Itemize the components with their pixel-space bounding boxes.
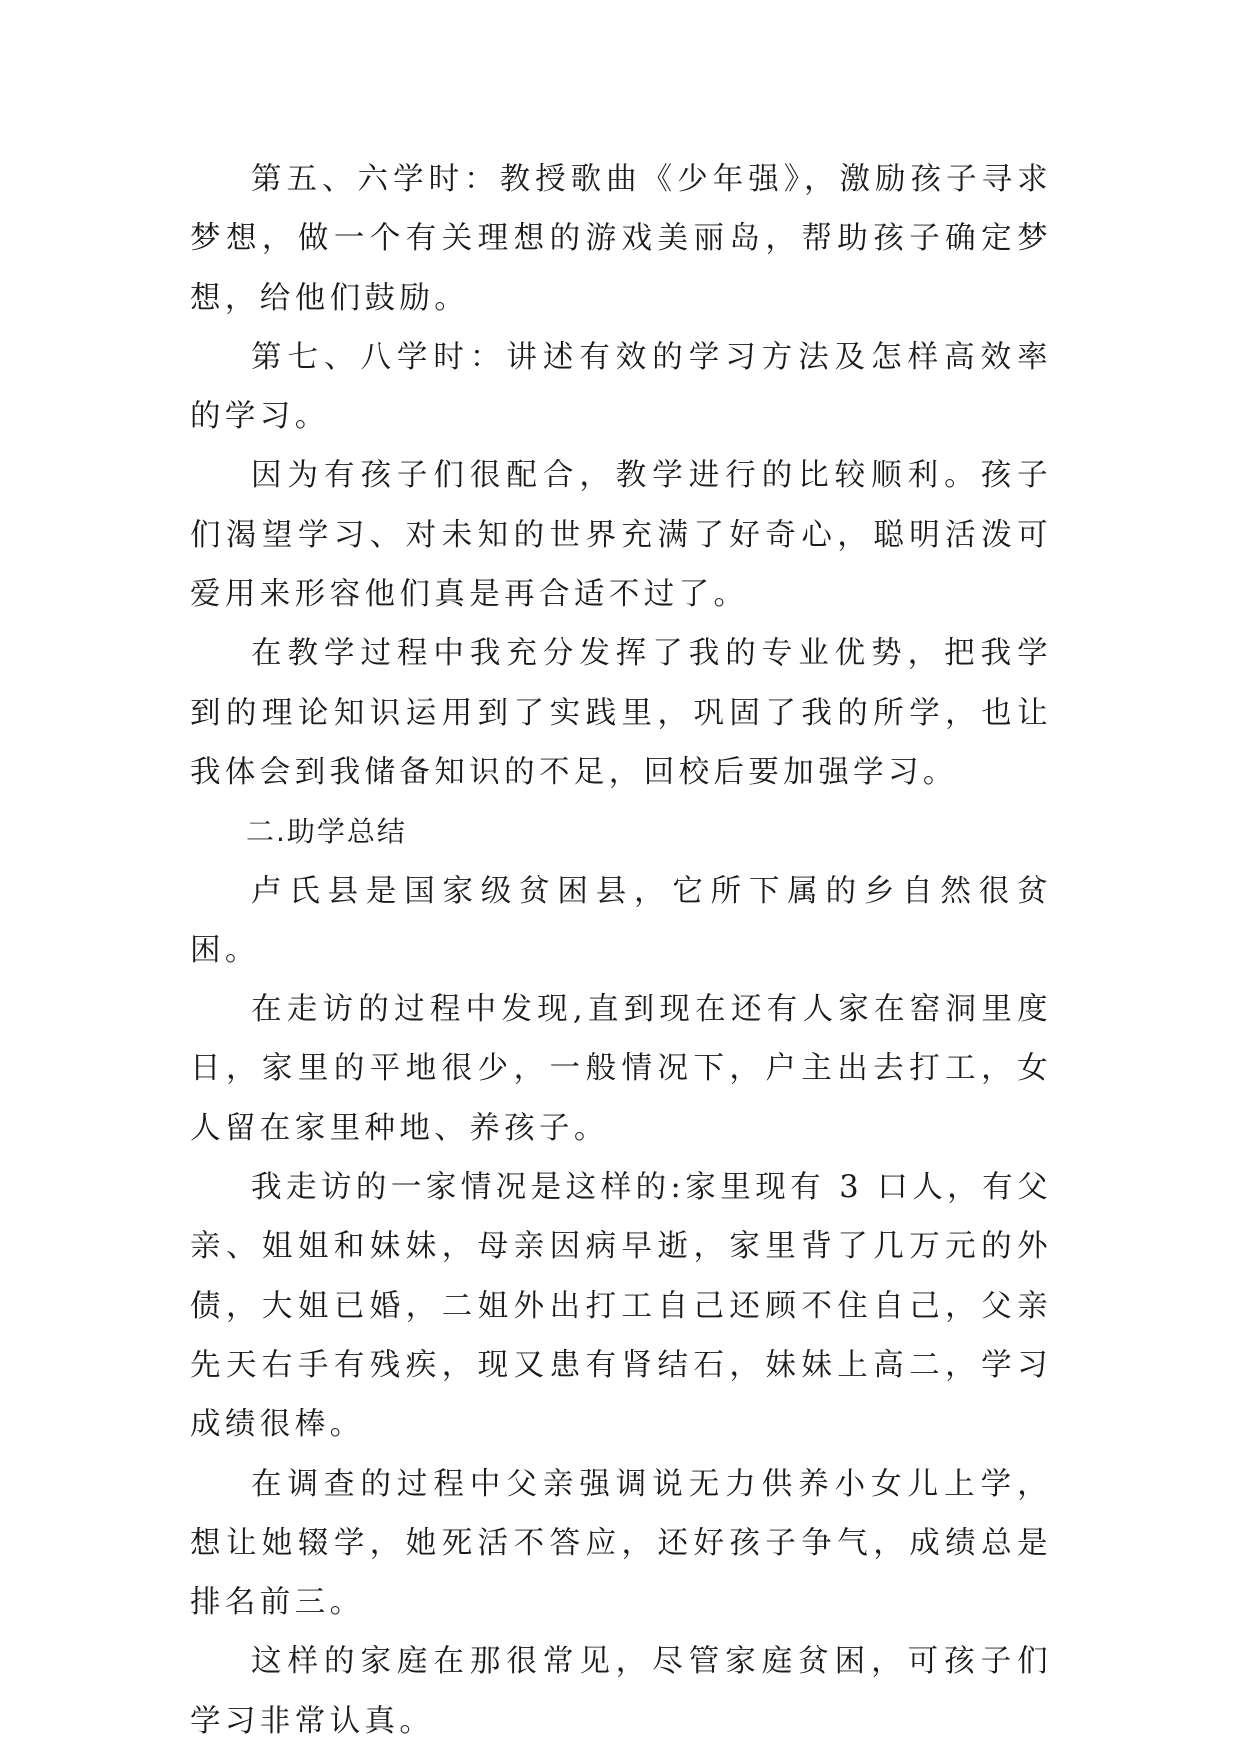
paragraph-teaching-smooth: 因为有孩子们很配合，教学进行的比较顺利。孩子们渴望学习、对未知的世界充满了好奇心，聪明活泼可爱用来形容他们真是再合适不过了。 (190, 458, 1052, 613)
section-heading: 二.助学总结 (246, 815, 407, 849)
paragraph-family-case: 我走访的一家情况是这样的:家里现有 3 口人，有父亲、姐姐和妹妹，母亲因病早逝，家里背了几万元的外债，大姐已婚，二姐外出打工自己还顾不住自己，父亲先天右手有残疾，现又患有肾结石，妹妹上高二，学习成绩很棒。 (190, 1170, 1052, 1443)
document-body (190, 150, 1052, 1751)
paragraph-county-background: 卢氏县是国家级贫困县，它所下属的乡自然很贫困。 (190, 873, 1052, 968)
paragraph-conclusion: 这样的家庭在那很常见，尽管家庭贫困，可孩子们学习非常认真。 (190, 1644, 1052, 1739)
paragraph-lesson-7-8: 第七、八学时：讲述有效的学习方法及怎样高效率的学习。 (190, 339, 1052, 435)
paragraph-investigation: 在调查的过程中父亲强调说无力供养小女儿上学，想让她辍学，她死活不答应，还好孩子争气，成绩总是排名前三。 (190, 1466, 1052, 1621)
paragraph-teaching-reflection: 在教学过程中我充分发挥了我的专业优势，把我学到的理论知识运用到了实践里，巩固了我的所学，也让我体会到我储备知识的不足，回校后要加强学习。 (190, 636, 1052, 790)
paragraph-lesson-5-6: 第五、六学时：教授歌曲《少年强》，激励孩子寻求梦想，做一个有关理想的游戏美丽岛，帮助孩子确定梦想，给他们鼓励。 (190, 162, 1052, 316)
paragraph-visit-findings: 在走访的过程中发现,直到现在还有人家在窑洞里度日，家里的平地很少，一般情况下，户主出去打工，女人留在家里种地、养孩子。 (190, 992, 1052, 1146)
